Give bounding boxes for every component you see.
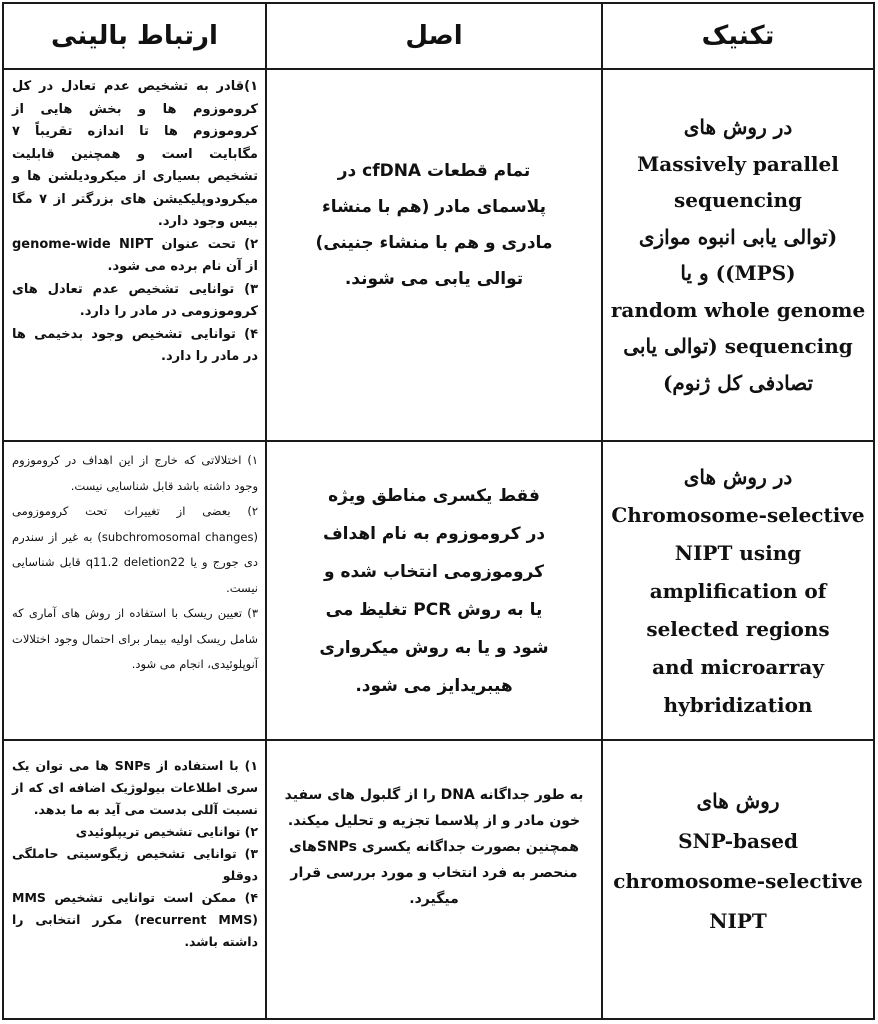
row3-technique bbox=[603, 741, 873, 981]
technique-line: (توالی یابی انبوه موازی bbox=[638, 224, 838, 249]
principle-line: به طور جداگانه DNA را از گلبول های سفید bbox=[284, 787, 584, 803]
technique-line: and microarray bbox=[652, 654, 824, 679]
principle-line: فقط یکسری مناطق ویژه bbox=[328, 485, 540, 506]
principle-line: توالی یابی می شوند. bbox=[344, 269, 524, 289]
row1-technique bbox=[603, 70, 873, 440]
clinical-item: ۴) توانایی تشخیص وجود بدخیمی ها در مادر را دارد. bbox=[12, 326, 258, 364]
principle-line: شود و یا به روش میکرواری bbox=[319, 637, 549, 658]
principle-line: در کروموزوم به نام اهداف bbox=[322, 523, 546, 544]
technique-line: chromosome-selective bbox=[613, 869, 863, 893]
technique-line: NIPT bbox=[709, 909, 767, 933]
clinical-item: ۳) توانایی تشخیص عدم تعادل های کروموزومی در مادر را دارد. bbox=[12, 281, 258, 319]
technique-line: در روش های bbox=[683, 115, 793, 139]
technique-line: sequencing bbox=[673, 188, 803, 212]
clinical-item: ۲) بعضی از تغییرات تحت کروموزومی (subchromosomal changes) به غیر از سندرم دی جورج و یا q11.2 deletion22 قابل شناسایی نیست. bbox=[12, 504, 258, 595]
technique-line: NIPT using bbox=[674, 540, 802, 565]
technique-line: Chromosome-selective bbox=[611, 502, 865, 527]
principle-line: همچنین بصورت جداگانه یکسری SNPsهای bbox=[289, 839, 579, 855]
technique-line: hybridization bbox=[663, 692, 813, 717]
row1-principle bbox=[267, 70, 601, 380]
principle-line: یا به روش PCR تغلیظ می bbox=[325, 599, 543, 620]
technique-line: sequencing (توالی یابی bbox=[623, 334, 853, 358]
nipt-comparison-table bbox=[2, 2, 875, 1020]
principle-line: تمام قطعات cfDNA در bbox=[337, 161, 531, 181]
clinical-item: ۱)قادر به تشخیص عدم تعادل در کل کروموزوم ها و بخش هایی از کروموزوم ها تا اندازه تقریباً ۷ مگابایت است و همچنین قابلیت تشخیص بسیاری از میکرودیلشن ها و میکرودوپلیکیشن های بزرگتر از ۷ مگا بیس وجود دارد. bbox=[12, 79, 258, 229]
technique-line: (MPS)) و یا bbox=[680, 261, 796, 285]
clinical-item: ۴) ممکن است توانایی تشخیص MMS (recurrent MMS) مکرر انتخابی را داشته باشد. bbox=[12, 890, 258, 949]
clinical-item: ۱) با استفاده از SNPs ها می توان یک سری اطلاعات بیولوژیک اضافه ای که از نسبت آللی بدست می آید به ما بدهد. bbox=[12, 758, 258, 817]
technique-line: Massively parallel bbox=[637, 151, 839, 176]
technique-line: در روش های bbox=[683, 464, 793, 489]
row3-clinical bbox=[4, 741, 265, 1018]
header-principle: اصل bbox=[405, 21, 463, 51]
technique-line: روش های bbox=[696, 789, 780, 813]
principle-line: پلاسمای مادر (هم با منشاء bbox=[322, 197, 546, 217]
clinical-item: ۳) تعیین ریسک با استفاده از روش های آماری که شامل ریسک اولیه بیمار برای احتمال وجود اختلالات آنوپلوئیدی، انجام می شود. bbox=[12, 606, 258, 671]
principle-line: منحصر به فرد انتخاب و مورد بررسی قرار bbox=[290, 865, 578, 881]
technique-line: SNP-based bbox=[678, 829, 798, 853]
principle-line: مادری و هم با منشاء جنینی) bbox=[315, 233, 553, 253]
principle-line: کروموزومی انتخاب شده و bbox=[323, 561, 545, 582]
header-clinical: ارتباط بالینی bbox=[51, 21, 218, 51]
technique-line: selected regions bbox=[646, 616, 830, 641]
header-technique: تکنیک bbox=[701, 21, 775, 51]
technique-line: تصادفی کل ژنوم) bbox=[662, 370, 814, 395]
row2-principle bbox=[267, 442, 601, 739]
principle-line: خون مادر و از پلاسما تجزیه و تحلیل میکند. bbox=[287, 813, 581, 829]
clinical-item: ۱) اختلالاتی که خارج از این اهداف در کروموزوم وجود داشته باشد قابل شناسایی نیست. bbox=[12, 453, 258, 493]
technique-line: random whole genome bbox=[610, 297, 866, 322]
principle-line: هیبریدایز می شود. bbox=[355, 675, 513, 696]
clinical-item: ۳) توانایی تشخیص زیگوسیتی حاملگی دوقلو bbox=[12, 846, 258, 883]
row2-technique bbox=[603, 442, 873, 739]
row1-clinical bbox=[4, 70, 265, 440]
row2-clinical bbox=[4, 442, 265, 739]
clinical-item: ۲) تحت عنوان genome-wide NIPT از آن نام برده می شود. bbox=[12, 236, 259, 274]
principle-line: میگیرد. bbox=[409, 891, 459, 907]
clinical-item: ۲) توانایی تشخیص تریپلوئیدی bbox=[75, 824, 258, 839]
row3-principle bbox=[267, 741, 601, 953]
technique-line: amplification of bbox=[649, 578, 827, 603]
